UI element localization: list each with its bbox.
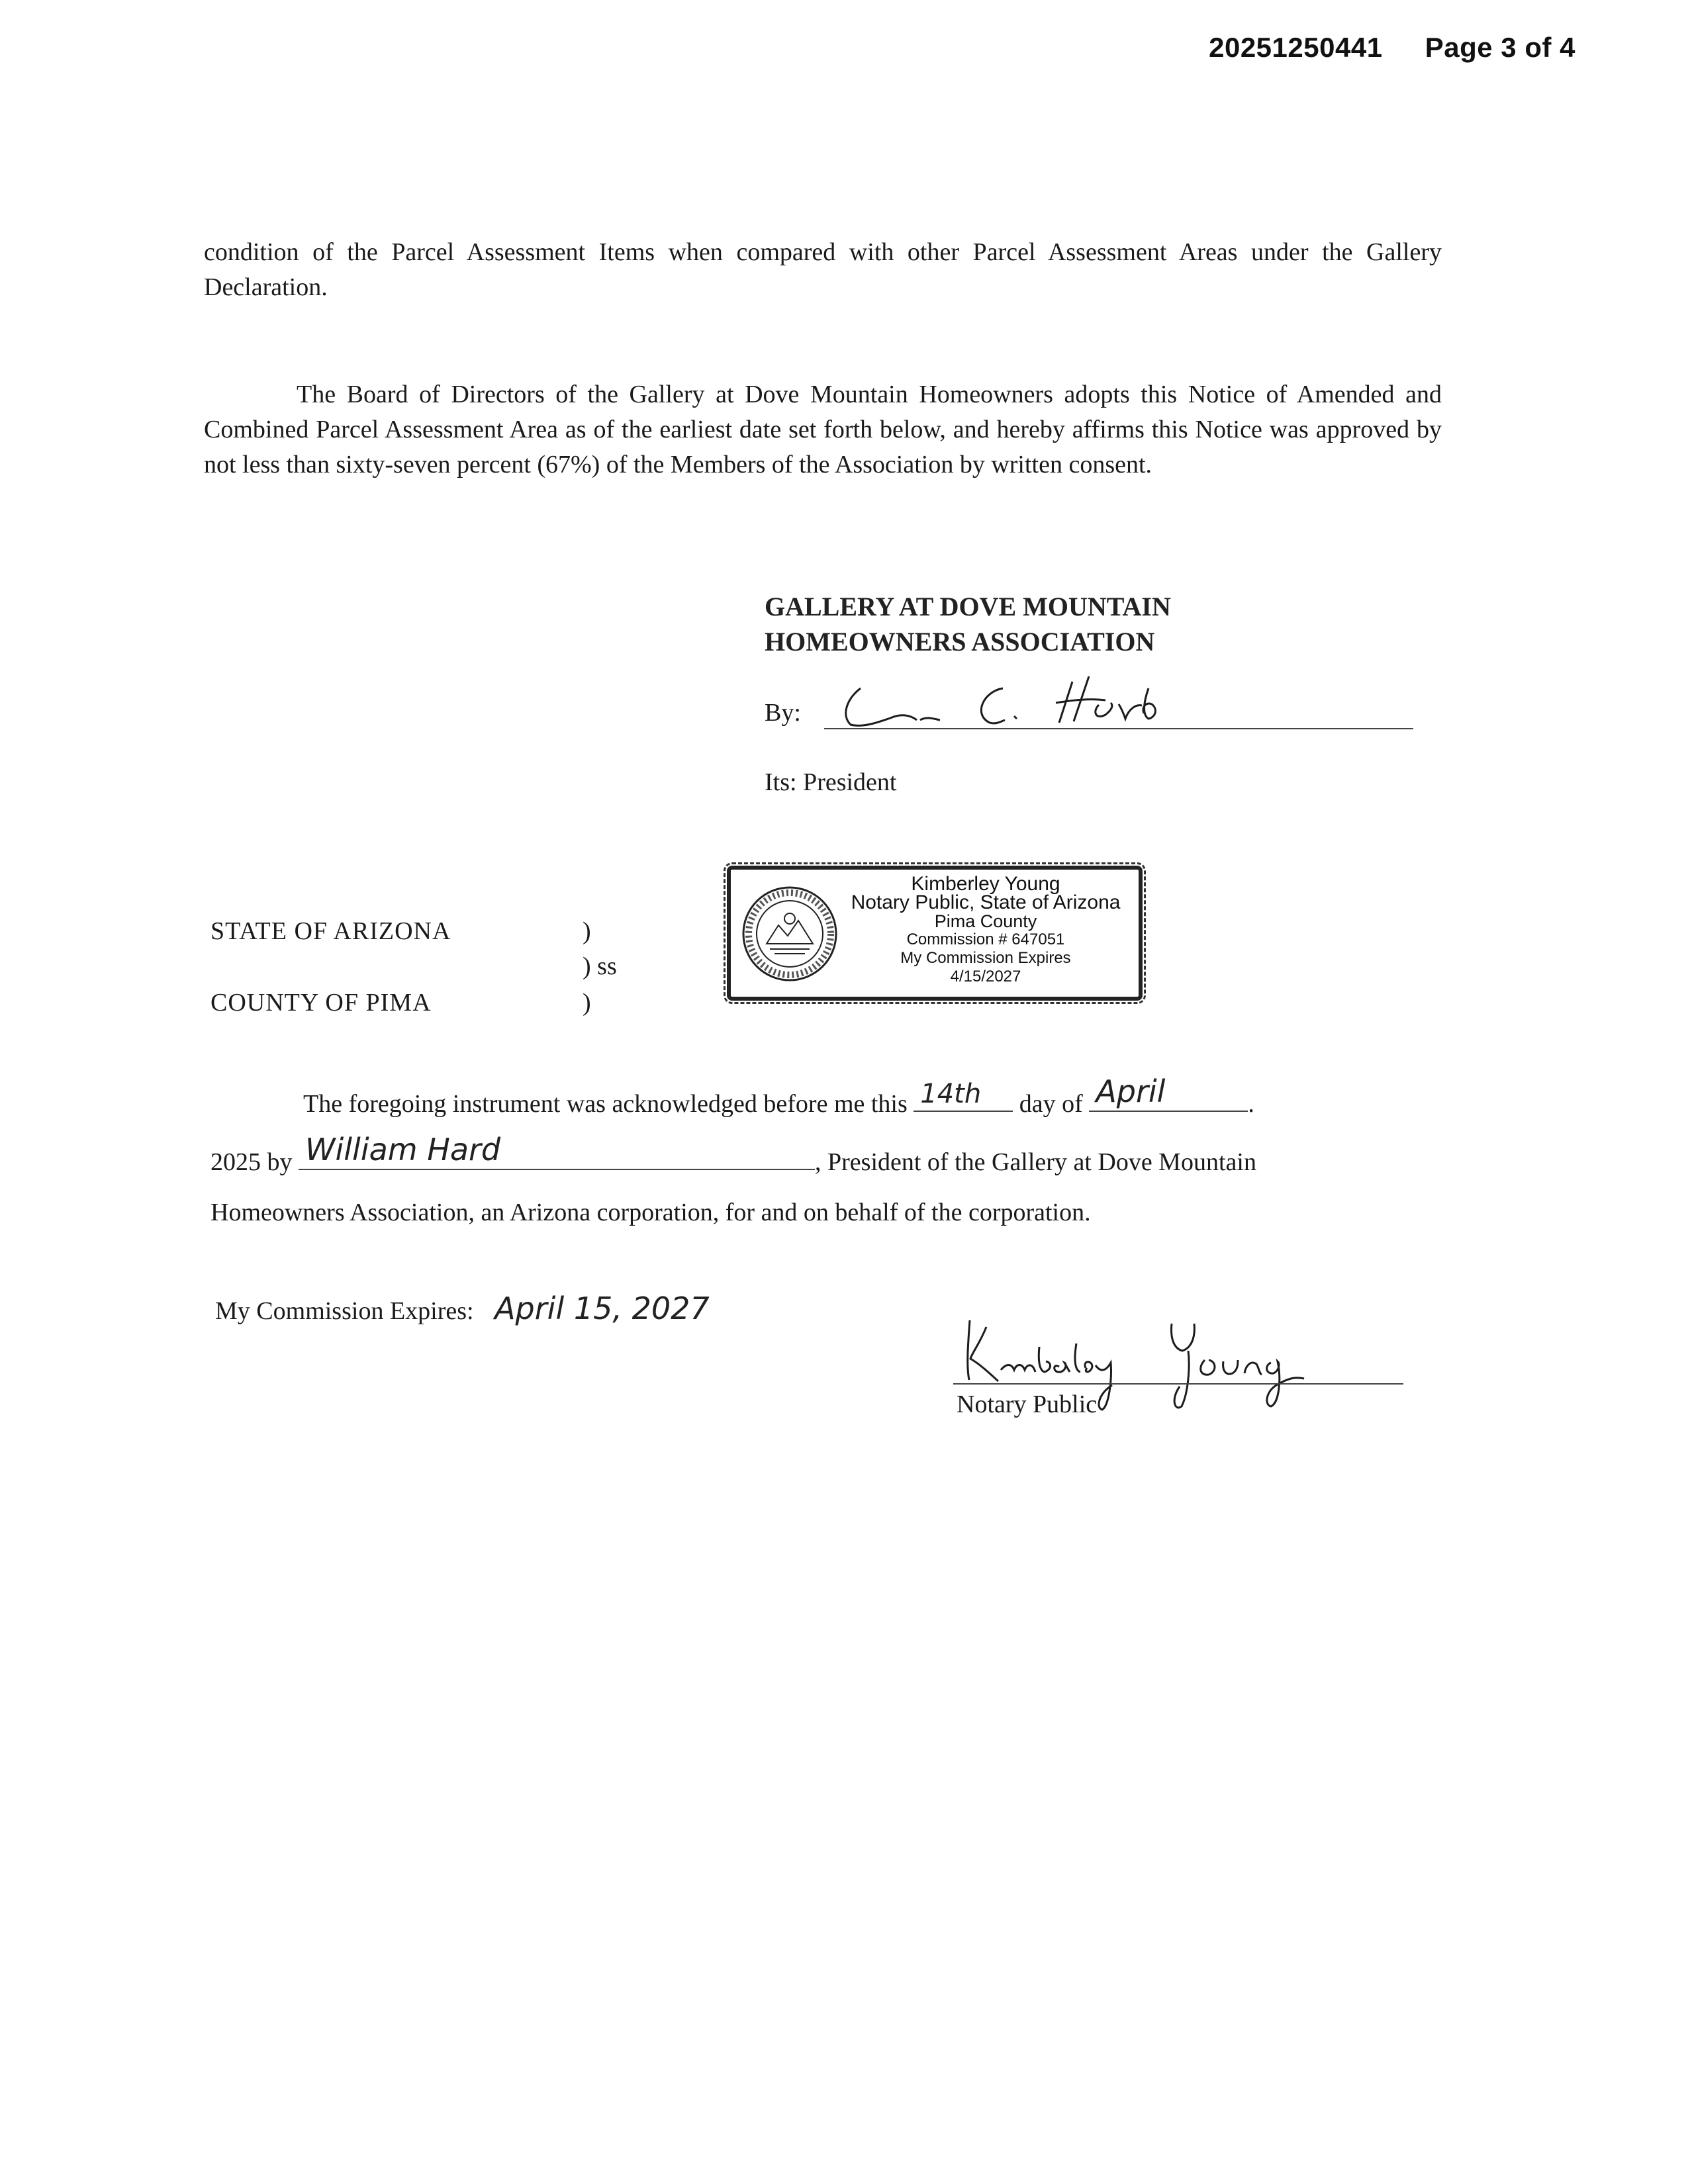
- notary-signature-line: [953, 1383, 1403, 1385]
- acknowledgment-text-a: The foregoing instrument was acknowledged before me this: [303, 1090, 908, 1118]
- document-number: 20251250441: [1209, 32, 1383, 63]
- acknowledgment-text-d: , President of the Gallery at Dove Mountain: [815, 1148, 1256, 1176]
- its-title: Its: President: [765, 768, 897, 796]
- commission-expires-label: My Commission Expires:: [215, 1297, 474, 1325]
- stamp-commission-number: Commission # 647051: [906, 931, 1065, 948]
- by-label: By:: [765, 699, 801, 727]
- page-header: [1209, 32, 1575, 64]
- page-number: Page 3 of 4: [1425, 32, 1575, 63]
- venue-ss: ) ss: [583, 952, 617, 980]
- acknowledgment-text-b: day of: [1019, 1090, 1083, 1118]
- notary-public-label: Notary Public: [957, 1390, 1098, 1418]
- month-handwritten: April: [1096, 1073, 1166, 1109]
- acknowledgment-text-c: .: [1248, 1090, 1254, 1118]
- commission-expires: [215, 1291, 710, 1326]
- stamp-county: Pima County: [934, 911, 1037, 931]
- month-field: [1089, 1073, 1248, 1112]
- stamp-notary-name: Kimberley Young: [911, 873, 1060, 895]
- arizona-seal-icon: [740, 884, 839, 983]
- venue-county: COUNTY OF PIMA: [211, 989, 432, 1017]
- paragraph-condition: condition of the Parcel Assessment Items when compared with other Parcel Assessment Areas under the Gallery Declaration.: [204, 238, 1442, 301]
- venue-paren-open: ): [583, 917, 591, 945]
- venue-state: STATE OF ARIZONA: [211, 917, 451, 945]
- stamp-expires-label: My Commission Expires: [900, 949, 1071, 967]
- day-handwritten: 14th: [920, 1079, 982, 1109]
- acknowledgment-line-2: [211, 1132, 1256, 1177]
- president-signature: [827, 662, 1185, 735]
- day-field: [914, 1079, 1013, 1112]
- acknowledgment-line-1: [303, 1073, 1254, 1118]
- acknowledgment-line-3: Homeowners Association, an Arizona corporation, for and on behalf of the corporation.: [211, 1199, 1091, 1226]
- organization-line-2: HOMEOWNERS ASSOCIATION: [765, 627, 1155, 657]
- stamp-expires-date: 4/15/2027: [950, 968, 1021, 985]
- signer-field: [299, 1132, 815, 1170]
- notary-stamp: [727, 866, 1143, 1001]
- acknowledgment-year-by: 2025 by: [211, 1148, 293, 1176]
- stamp-notary-title: Notary Public, State of Arizona: [851, 891, 1121, 913]
- signer-handwritten: William Hard: [305, 1132, 501, 1167]
- paragraph-board-adoption: The Board of Directors of the Gallery at Dove Mountain Homeowners adopts this Notice of Amended and Combined Parcel Assessment Area as of the earliest date set forth below, and hereby affirms this Notice was approved by not less than sixty-seven percent (67%) of the Members of the Association by written consent.: [204, 381, 1442, 478]
- organization-name: [765, 589, 1171, 659]
- venue-paren-close: ): [583, 989, 591, 1017]
- organization-line-1: GALLERY AT DOVE MOUNTAIN: [765, 592, 1171, 621]
- commission-expires-handwritten: April 15, 2027: [494, 1291, 710, 1326]
